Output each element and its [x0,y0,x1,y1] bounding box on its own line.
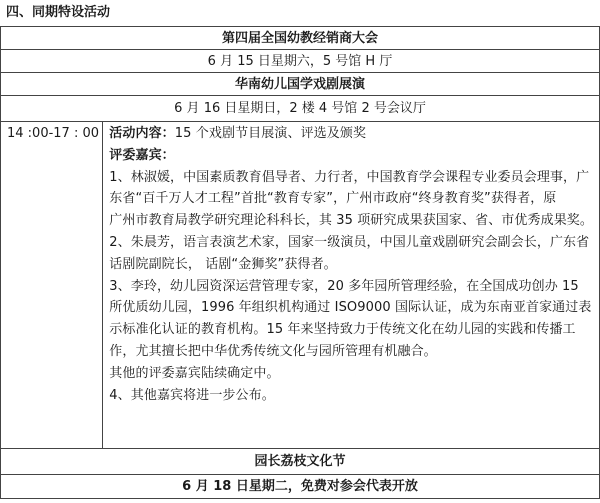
judge-line: 1、林淑媛，中国素质教育倡导者、力行者，中国教育学会课程专业委员会理事，广 [109,169,590,185]
content-cell [103,122,599,448]
event-table [0,26,600,499]
judge-line: 其他的评委嘉宾陆续确定中。 [109,365,280,381]
footer-event-time: 6 月 18 日星期二，免费对参会代表开放 [0,475,600,499]
section-title: 四、同期特设活动 [6,5,111,20]
detail-row [0,122,600,449]
judge-line: 话剧院副院长， 话剧“金狮奖”获得者。 [109,256,337,272]
judge-line: 3、李玲，幼儿园资深运营管理专家，20 多年园所管理经验，在全国成功创办 15 [109,278,579,294]
conference-time: 6 月 15 日星期六，5 号馆 H 厅 [0,50,600,73]
judge-line: 东省“百千万人才工程”首批“教育专家”，广州市政府“终身教育奖”获得者，原 [109,191,557,207]
judge-line: 作，尤其擅长把中华优秀传统文化与园所管理有机融合。 [109,343,437,359]
activity-text: 15 个戏剧节目展演、评选及颁奖 [174,126,367,141]
time-cell: 14 :00-17 : 00 [1,122,103,448]
judge-line: 4、其他嘉宾将进一步公布。 [109,387,275,403]
judges-label: 评委嘉宾： [109,147,175,163]
footer-event-title: 园长荔枝文化节 [0,449,600,475]
activity-line [109,123,593,145]
judge-line: 所优质幼儿园，1996 年组织机构通过 ISO9000 国际认证，成为东南亚首家通过表 [109,300,592,316]
activity-label: 活动内容： [109,126,175,141]
show-title: 华南幼儿国学戏剧展演 [0,73,600,96]
show-time: 6 月 16 日星期日，2 楼 4 号馆 2 号会议厅 [0,96,600,122]
conference-title: 第四届全国幼教经销商大会 [0,27,600,50]
judge-line: 2、朱晨芳，语言表演艺术家，国家一级演员，中国儿童戏剧研究会副会长，广东省 [109,234,590,250]
judge-line: 示标准化认证的教育机构。15 年来坚持致力于传统文化在幼儿园的实践和传播工 [109,322,576,338]
judge-line: 广州市教育局教学研究理论科科长，其 35 项研究成果获国家、省、市优秀成果奖。 [109,213,593,229]
